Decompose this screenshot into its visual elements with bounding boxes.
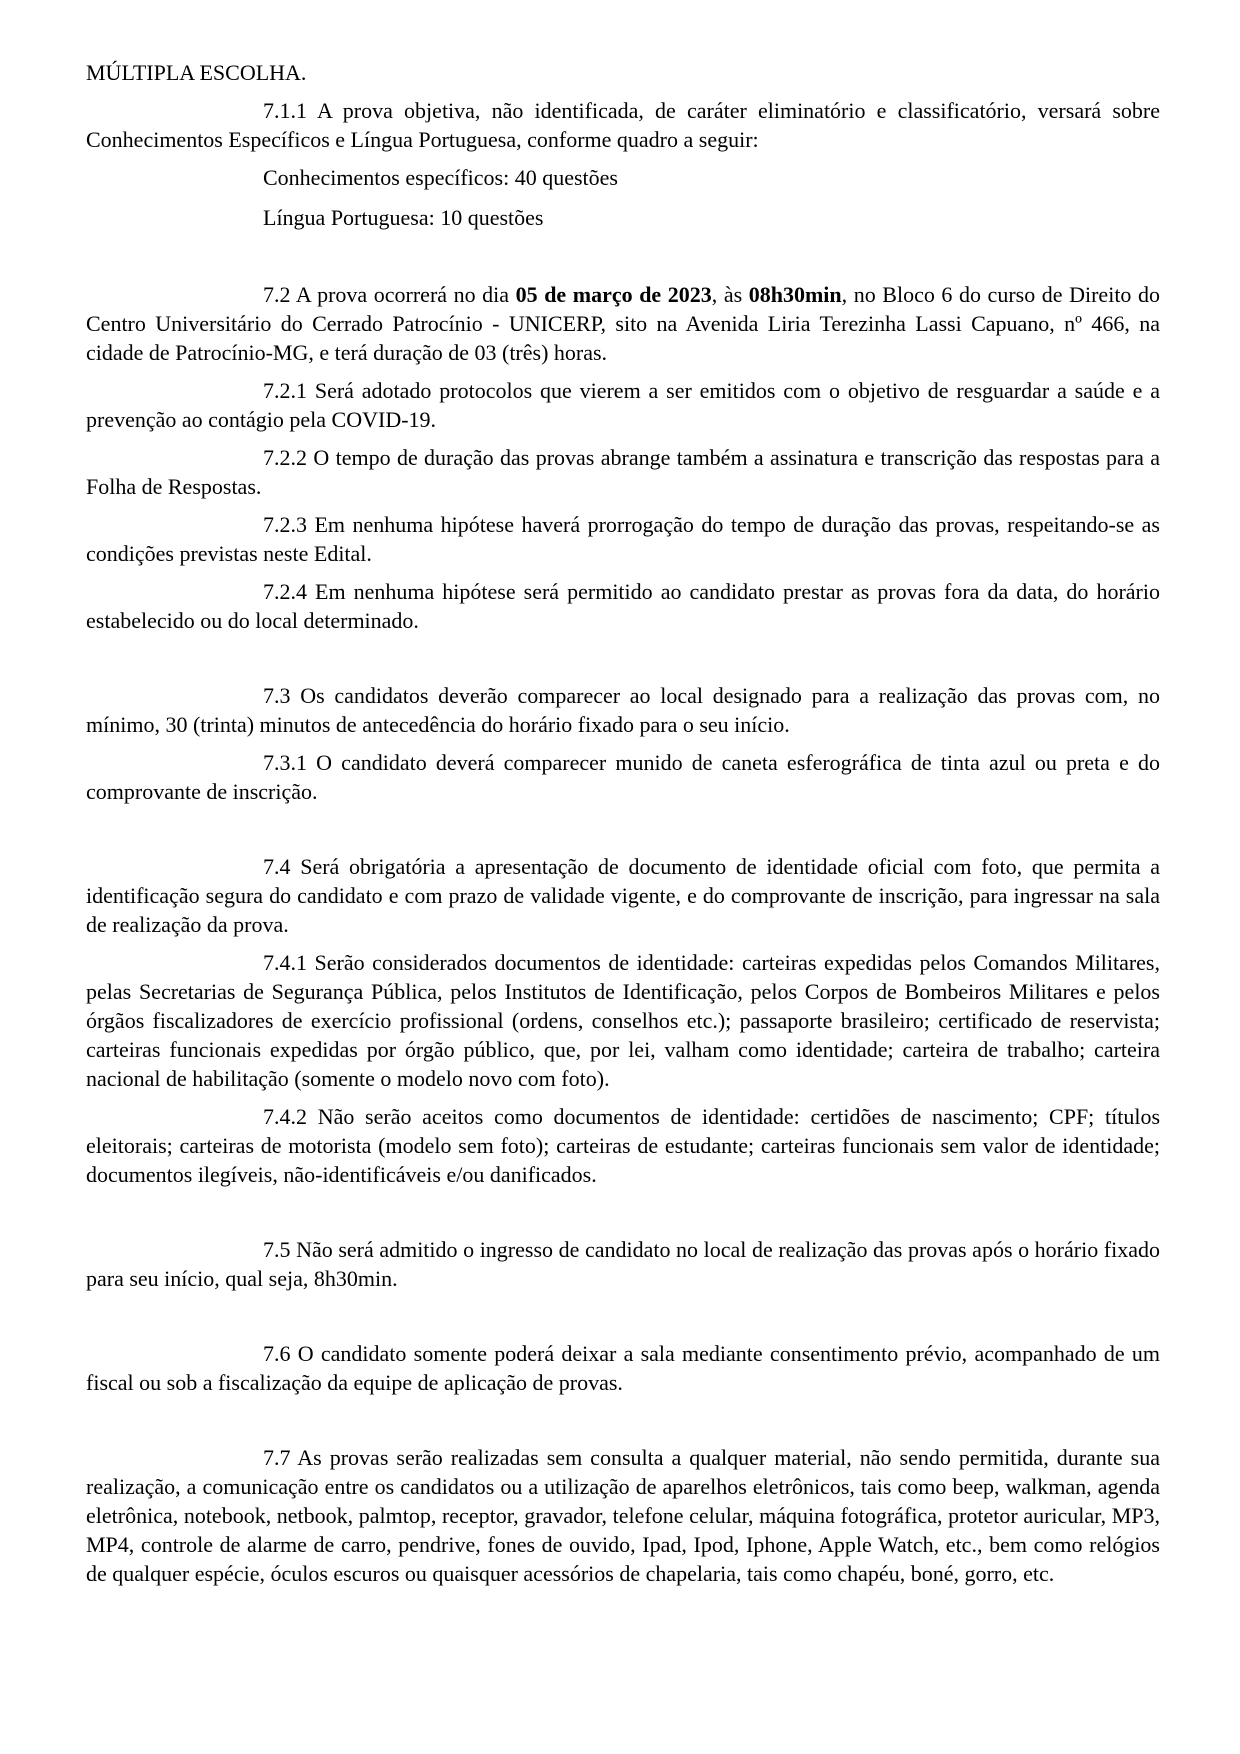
- section-heading: MÚLTIPLA ESCOLHA.: [86, 60, 307, 85]
- paragraph-7-2-1: 7.2.1 Será adotado protocolos que vierem a ser emitidos com o objetivo de resguardar a saúde e a prevenção ao contágio pela COVID-19.: [86, 378, 1160, 432]
- paragraph-7-2-2: 7.2.2 O tempo de duração das provas abrange também a assinatura e transcrição das respostas para a Folha de Respostas.: [86, 445, 1160, 499]
- paragraph-7-2-text-1: 7.2 A prova ocorrerá no dia: [263, 282, 516, 307]
- paragraph-7-4-1: 7.4.1 Serão considerados documentos de identidade: carteiras expedidas pelos Comandos Militares, pelas Secretarias de Segurança Pública, pelos Institutos de Identificação, pelos Corpos de Bombeiros Militares e pelos órgãos fiscalizadores de exercício profissional (ordens, conselhos etc.); passaporte brasileiro; certificado de reservista; carteiras funcionais expedidas por órgão público, que, por lei, valham como identidade; carteira de trabalho; carteira nacional de habilitação (somente o modelo novo com foto).: [86, 950, 1160, 1091]
- paragraph-7-1-1: 7.1.1 A prova objetiva, não identificada, de caráter eliminatório e classificatório, versará sobre Conhecimentos Específicos e Língua Portuguesa, conforme quadro a seguir:: [86, 98, 1160, 152]
- section-spacer: [86, 644, 1160, 681]
- section-spacer: [86, 815, 1160, 852]
- section-spacer: [86, 1302, 1160, 1339]
- paragraph-7-2-3: 7.2.3 Em nenhuma hipótese haverá prorrogação do tempo de duração das provas, respeitando-se as condições previstas neste Edital.: [86, 512, 1160, 566]
- document-page: [86, 58, 1160, 1597]
- section-spacer: [86, 1198, 1160, 1235]
- paragraph-7-2-text-2: , às: [711, 282, 749, 307]
- paragraph-7-2-text-3: , no Bloco 6 do curso de Direito do Centro Universitário do Cerrado Patrocínio - UNICERP, sito na Avenida Liria Terezinha Lassi Capuano, nº 466, na cidade de Patrocínio-MG, e terá duração de 03 (três) horas.: [86, 282, 1160, 365]
- exam-content-item-1: Conhecimentos específicos: 40 questões: [263, 165, 618, 190]
- section-spacer: [86, 243, 1160, 280]
- section-spacer: [86, 1406, 1160, 1443]
- paragraph-7-2: [86, 280, 1160, 367]
- exam-date: 05 de março de 2023: [515, 282, 712, 307]
- paragraph-7-2-4: 7.2.4 Em nenhuma hipótese será permitido ao candidato prestar as provas fora da data, do horário estabelecido ou do local determinado.: [86, 579, 1160, 633]
- paragraph-7-3-1: 7.3.1 O candidato deverá comparecer munido de caneta esferográfica de tinta azul ou preta e do comprovante de inscrição.: [86, 750, 1160, 804]
- paragraph-7-6: 7.6 O candidato somente poderá deixar a sala mediante consentimento prévio, acompanhado de um fiscal ou sob a fiscalização da equipe de aplicação de provas.: [86, 1341, 1160, 1395]
- exam-time: 08h30min: [748, 282, 842, 307]
- exam-content-item-2: Língua Portuguesa: 10 questões: [263, 205, 544, 230]
- paragraph-7-3: 7.3 Os candidatos deverão comparecer ao local designado para a realização das provas com, no mínimo, 30 (trinta) minutos de antecedência do horário fixado para o seu início.: [86, 683, 1160, 737]
- paragraph-7-5: 7.5 Não será admitido o ingresso de candidato no local de realização das provas após o horário fixado para seu início, qual seja, 8h30min.: [86, 1237, 1160, 1291]
- paragraph-7-4-2: 7.4.2 Não serão aceitos como documentos de identidade: certidões de nascimento; CPF; títulos eleitorais; carteiras de motorista (modelo sem foto); carteiras de estudante; carteiras funcionais sem valor de identidade; documentos ilegíveis, não-identificáveis e/ou danificados.: [86, 1104, 1160, 1187]
- paragraph-7-4: 7.4 Será obrigatória a apresentação de documento de identidade oficial com foto, que permita a identificação segura do candidato e com prazo de validade vigente, e do comprovante de inscrição, para ingressar na sala de realização da prova.: [86, 854, 1160, 937]
- paragraph-7-7: 7.7 As provas serão realizadas sem consulta a qualquer material, não sendo permitida, durante sua realização, a comunicação entre os candidatos ou a utilização de aparelhos eletrônicos, tais como beep, walkman, agenda eletrônica, notebook, netbook, palmtop, receptor, gravador, telefone celular, máquina fotográfica, protetor auricular, MP3, MP4, controle de alarme de carro, pendrive, fones de ouvido, Ipad, Ipod, Iphone, Apple Watch, etc., bem como relógios de qualquer espécie, óculos escuros ou quaisquer acessórios de chapelaria, tais como chapéu, boné, gorro, etc.: [86, 1445, 1160, 1586]
